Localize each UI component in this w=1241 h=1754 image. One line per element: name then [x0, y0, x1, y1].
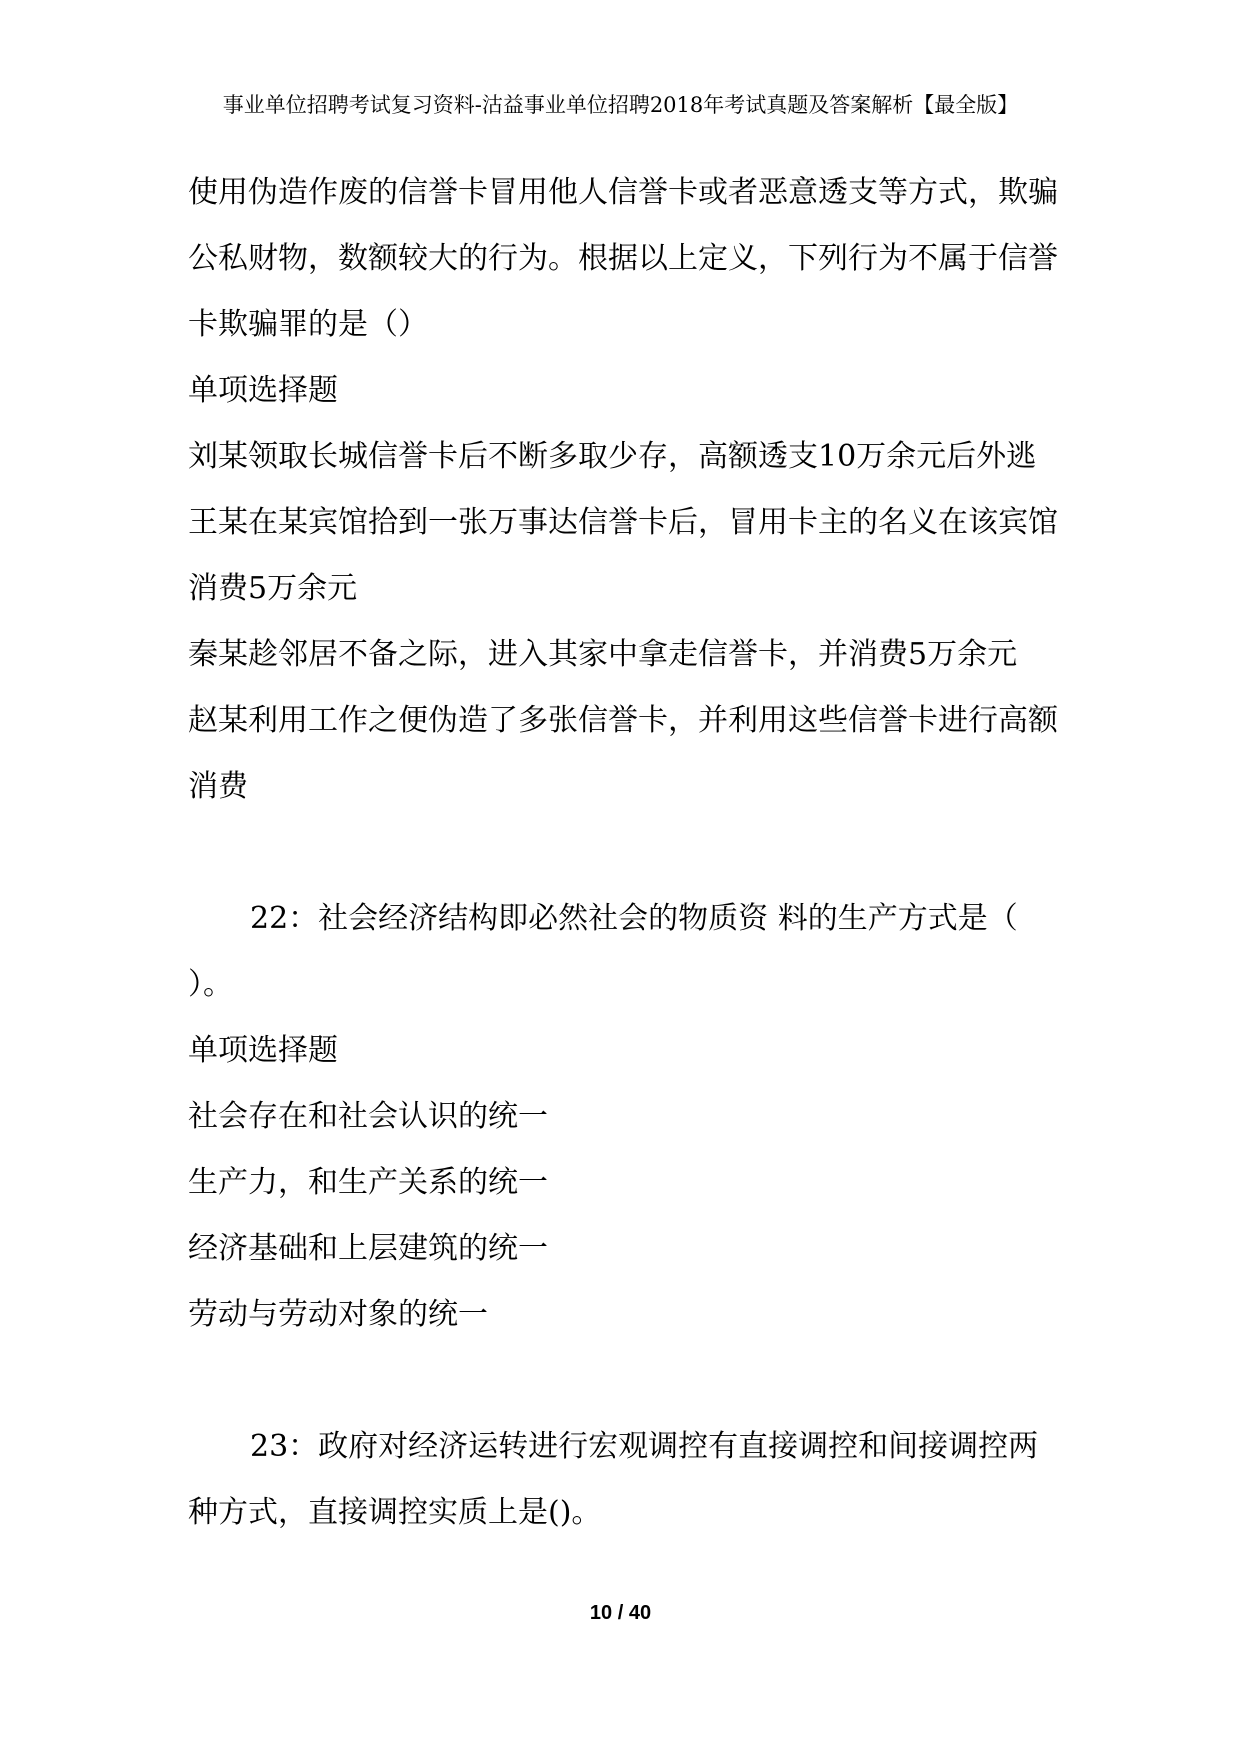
answer-option-c: 经济基础和上层建筑的统一	[188, 1231, 548, 1266]
answer-option-b: 生产力，和生产关系的统一	[188, 1165, 548, 1200]
document-title: 事业单位招聘考试复习资料-沽益事业单位招聘2018年考试真题及答案解析【最全版】	[222, 93, 1019, 117]
question-type: 单项选择题	[188, 1033, 338, 1068]
question-stem: 22：社会经济结构即必然社会的物质资 料的生产方式是（ ）。	[188, 901, 1018, 1002]
section-spacer	[188, 820, 1058, 886]
answer-option-d: 赵某利用工作之便伪造了多张信誉卡，并利用这些信誉卡进行高额消费	[188, 703, 1058, 804]
page-footer	[0, 1599, 1241, 1627]
answer-option-b: 王某在某宾馆拾到一张万事达信誉卡后，冒用卡主的名义在该宾馆消费5万余元	[188, 505, 1058, 606]
question-21	[188, 160, 1058, 820]
question-stem: 使用伪造作废的信誉卡冒用他人信誉卡或者恶意透支等方式，欺骗公私财物，数额较大的行为。根据以上定义，下列行为不属于信誉卡欺骗罪的是（）	[188, 175, 1058, 342]
answer-option-a: 社会存在和社会认识的统一	[188, 1099, 548, 1134]
page-content	[188, 160, 1058, 1546]
page-header	[0, 90, 1241, 120]
question-type: 单项选择题	[188, 373, 338, 408]
question-stem: 23：政府对经济运转进行宏观调控有直接调控和间接调控两种方式，直接调控实质上是()。	[188, 1429, 1039, 1530]
question-23	[188, 1414, 1058, 1546]
answer-option-c: 秦某趁邻居不备之际，进入其家中拿走信誉卡，并消费5万余元	[188, 637, 1018, 672]
section-spacer	[188, 1348, 1058, 1414]
page-number: 10 / 40	[589, 1602, 652, 1624]
question-22	[188, 886, 1058, 1348]
answer-option-d: 劳动与劳动对象的统一	[188, 1297, 488, 1332]
answer-option-a: 刘某领取长城信誉卡后不断多取少存，高额透支10万余元后外逃	[188, 439, 1037, 474]
